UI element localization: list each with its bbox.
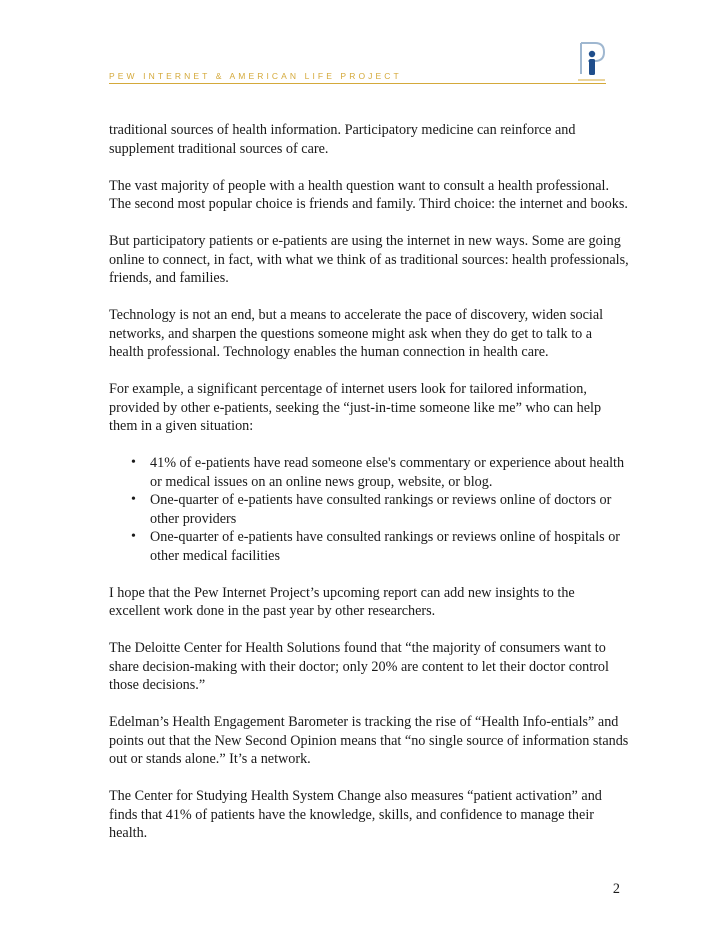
paragraph: Edelman’s Health Engagement Barometer is tracking the rise of “Health Info-entials” and points out that the New Second Opinion means that “no single source of information stands out or stands alone.” It’s a network.: [109, 714, 629, 767]
header-rule: [109, 83, 606, 84]
paragraph: traditional sources of health information. Participatory medicine can reinforce and supplement traditional sources of care.: [109, 122, 576, 157]
list-item: • 41% of e-patients have read someone else's commentary or experience about health or medical issues on an online news group, website, or blog.: [150, 454, 629, 491]
paragraph: The Center for Studying Health System Change also measures “patient activation” and finds that 41% of patients have the knowledge, skills, and confidence to manage their health.: [109, 788, 602, 841]
paragraph: The vast majority of people with a health question want to consult a health professional. The second most popular choice is friends and family. Third choice: the internet and books.: [109, 177, 628, 212]
paragraph: But participatory patients or e-patients are using the internet in new ways. Some are going online to connect, in fact, with what we think of as traditional sources: health professionals, friends, and families.: [109, 233, 629, 286]
paragraph: I hope that the Pew Internet Project’s upcoming report can add new insights to the excellent work done in the past year by other researchers.: [109, 584, 575, 619]
list-item: • One-quarter of e-patients have consulted rankings or reviews online of hospitals or other medical facilities: [150, 528, 629, 565]
page-header: [109, 69, 606, 85]
document-body: [109, 121, 629, 861]
paragraph: For example, a significant percentage of internet users look for tailored information, provided by other e-patients, seeking the “just-in-time someone like me” who can help them in a given situation:: [109, 381, 602, 434]
list-item: • One-quarter of e-patients have consulted rankings or reviews online of doctors or other providers: [150, 491, 629, 528]
bullet-list: [109, 454, 629, 565]
pew-logo-icon: [576, 40, 606, 84]
paragraph: Technology is not an end, but a means to accelerate the pace of discovery, widen social networks, and sharpen the questions someone might ask when they do get to talk to a health professional. Technology enables the human connection in health care.: [109, 307, 604, 360]
paragraph: The Deloitte Center for Health Solutions found that “the majority of consumers want to share decision-making with their doctor; only 20% are content to let their doctor control those decisions.”: [109, 640, 609, 693]
page-number: 2: [612, 881, 620, 897]
header-title: PEW INTERNET & AMERICAN LIFE PROJECT: [109, 71, 402, 81]
